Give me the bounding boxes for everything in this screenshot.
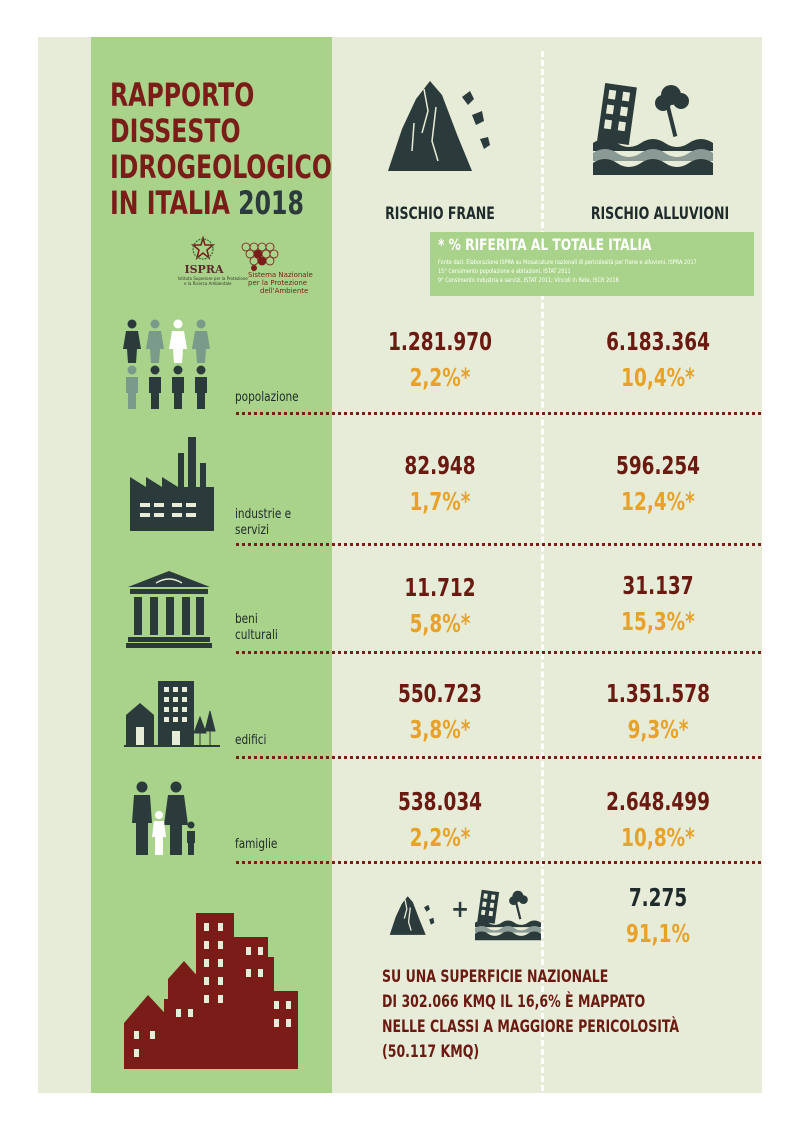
note-box bbox=[430, 232, 754, 296]
frane-num-edifici: 550.723 bbox=[397, 679, 482, 708]
superficie-line-3: NELLE CLASSI A MAGGIORE PERICOLOSITÀ bbox=[382, 1017, 680, 1037]
row-divider bbox=[236, 756, 761, 759]
note-title: * % RIFERITA AL TOTALE ITALIA bbox=[438, 235, 652, 254]
comuni-num: 7.275 bbox=[628, 883, 688, 912]
frane-num-beni-culturali: 11.712 bbox=[404, 573, 476, 602]
ispra-sub-2: e la Ricerca Ambientale bbox=[184, 281, 232, 286]
title-line-3: IDROGEOLOGICO bbox=[110, 148, 332, 186]
note-source bbox=[438, 258, 742, 285]
note-source-1: Fonte dati: Elaborazione ISPRA su Mosaicature nazionali di pericolosità per frane e alluvioni, ISPRA 2017 bbox=[438, 258, 697, 266]
row-label-popolazione: popolazione bbox=[235, 390, 299, 405]
row-label-beni-culturali: beni culturali bbox=[235, 612, 278, 643]
header-frane: RISCHIO FRANE bbox=[385, 204, 495, 224]
superficie-area: (50.117 KMQ) bbox=[382, 1042, 480, 1062]
row-label-industrie: industrie e servizi bbox=[235, 507, 292, 538]
flood-icon bbox=[593, 79, 713, 179]
alluvioni-num-beni-culturali: 31.137 bbox=[622, 571, 694, 600]
people-icon bbox=[124, 319, 214, 411]
ispra-name: ISPRA bbox=[184, 263, 224, 276]
frane-num-popolazione: 1.281.970 bbox=[388, 327, 492, 356]
snpa-line-3: dell'Ambiente bbox=[260, 287, 309, 295]
family-icon bbox=[130, 781, 202, 857]
note-source-3: 9° Censimento industria e servizi, ISTAT 2011; Vincoli in Rete, ISCR 2018 bbox=[438, 276, 619, 284]
alluvioni-pct-famiglie: 10,8%* bbox=[621, 823, 695, 852]
snpa-logo-icon bbox=[240, 241, 284, 275]
column-divider bbox=[541, 51, 544, 1091]
note-source-2: 15° Censimento popolazione e abitazioni, ISTAT 2011 bbox=[438, 267, 571, 275]
alluvioni-num-famiglie: 2.648.499 bbox=[606, 787, 710, 816]
superficie-line-2: DI 302.066 KMQ IL 16,6% È MAPPATO bbox=[382, 992, 646, 1012]
city-icon bbox=[124, 913, 302, 1069]
alluvioni-pct-edifici: 9,3%* bbox=[627, 715, 689, 744]
row-label-edifici: edifici bbox=[235, 733, 267, 748]
row-divider bbox=[236, 412, 761, 415]
frane-pct-famiglie: 2,2%* bbox=[409, 823, 471, 852]
temple-icon bbox=[126, 569, 212, 649]
landslide-small-icon bbox=[388, 889, 436, 943]
frane-num-industrie: 82.948 bbox=[404, 451, 476, 480]
alluvioni-pct-industrie: 12,4%* bbox=[621, 487, 695, 516]
superficie-line-1: SU UNA SUPERFICIE NAZIONALE bbox=[382, 967, 609, 987]
snpa-line-2: per la Protezione bbox=[248, 279, 308, 287]
snpa-logo-text bbox=[248, 271, 313, 295]
title-line-2: DISSESTO bbox=[110, 112, 241, 150]
row-divider bbox=[236, 651, 761, 654]
ispra-logo-text bbox=[178, 263, 248, 286]
alluvioni-pct-beni-culturali: 15,3%* bbox=[621, 607, 695, 636]
ispra-sub-1: Istituto Superiore per la Protezione bbox=[178, 276, 248, 281]
row-divider bbox=[236, 543, 761, 546]
page-title bbox=[110, 77, 332, 221]
header-alluvioni: RISCHIO ALLUVIONI bbox=[590, 204, 730, 224]
alluvioni-num-popolazione: 6.183.364 bbox=[606, 327, 710, 356]
poster bbox=[38, 37, 762, 1093]
row-divider bbox=[236, 861, 761, 864]
frane-num-famiglie: 538.034 bbox=[397, 787, 482, 816]
snpa-line-1: Sistema Nazionale bbox=[248, 271, 313, 279]
title-year: 2018 bbox=[238, 184, 304, 222]
frane-pct-industrie: 1,7%* bbox=[409, 487, 471, 516]
alluvioni-num-edifici: 1.351.578 bbox=[606, 679, 710, 708]
flood-small-icon bbox=[475, 887, 541, 943]
alluvioni-num-industrie: 596.254 bbox=[615, 451, 700, 480]
title-line-4-text: IN ITALIA bbox=[110, 184, 230, 222]
superficie-text bbox=[382, 965, 679, 1040]
frane-pct-edifici: 3,8%* bbox=[409, 715, 471, 744]
title-line-1: RAPPORTO bbox=[110, 76, 255, 114]
row-label-famiglie: famiglie bbox=[235, 837, 278, 852]
frane-pct-popolazione: 2,2%* bbox=[409, 363, 471, 392]
comuni-label: COMUNI bbox=[252, 1051, 295, 1065]
title-line-4 bbox=[110, 185, 332, 221]
ispra-emblem-icon bbox=[191, 237, 215, 263]
frane-pct-beni-culturali: 5,8%* bbox=[409, 609, 471, 638]
buildings-icon bbox=[124, 677, 220, 747]
factory-icon bbox=[126, 433, 218, 533]
alluvioni-pct-popolazione: 10,4%* bbox=[621, 363, 695, 392]
comuni-pct: 91,1% bbox=[626, 919, 690, 948]
plus-sign: + bbox=[451, 895, 470, 923]
landslide-icon bbox=[384, 77, 496, 177]
